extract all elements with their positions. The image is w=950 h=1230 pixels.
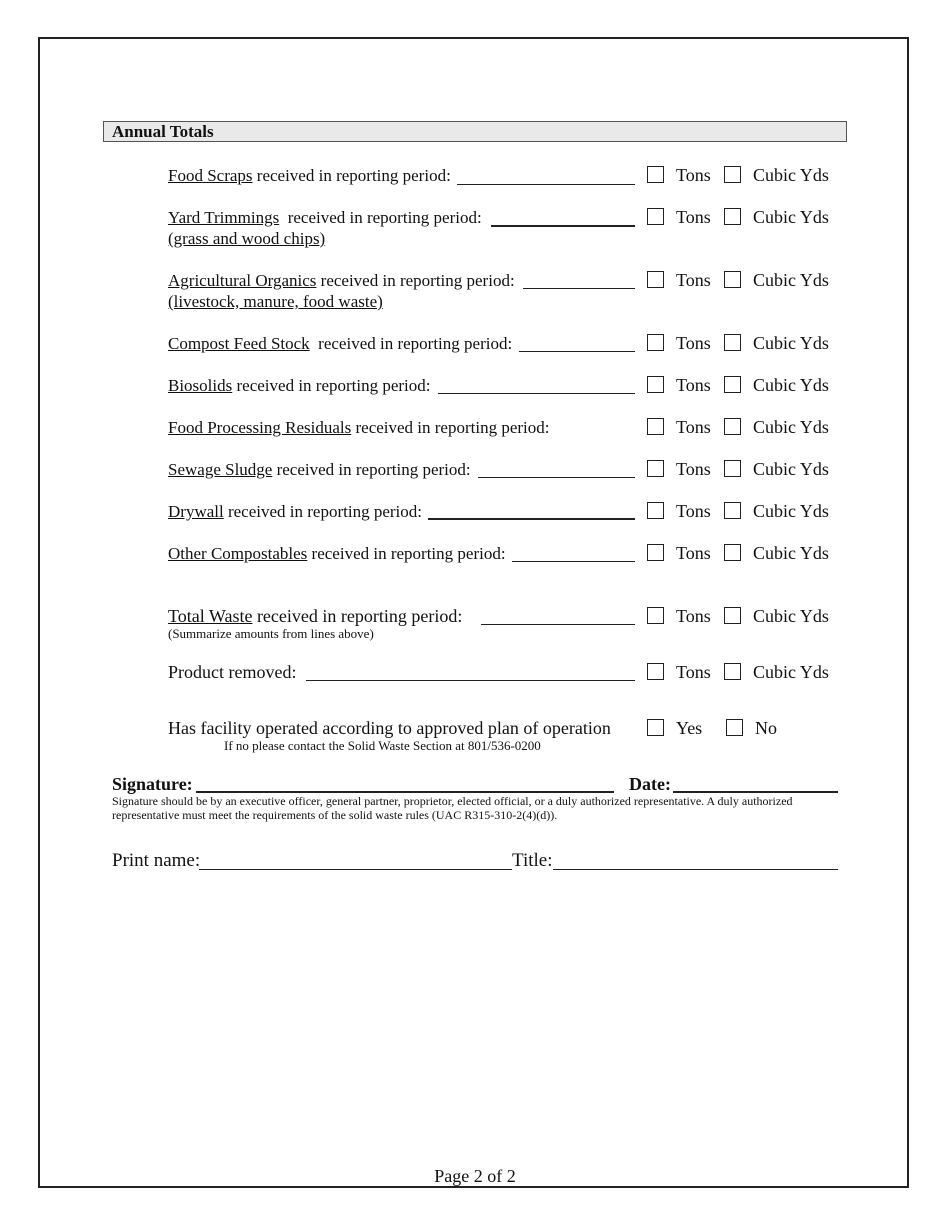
total-waste-note: (Summarize amounts from lines above) [168, 626, 374, 641]
title-label: Title: [512, 850, 553, 871]
row-label: received in reporting period: [309, 334, 513, 353]
tons-label: Tons [676, 165, 711, 185]
row-name: Food Scraps [168, 166, 253, 185]
row-label: received in reporting period: [252, 606, 463, 626]
row-label: received in reporting period: [252, 166, 451, 185]
agricultural-organics-amount-field[interactable] [523, 288, 635, 289]
cubic-yds-label: Cubic Yds [753, 459, 829, 479]
signature-note: Signature should be by an executive officer, general partner, proprietor, elected official, or a duly authorized representative. A duly authorized representative must meet the requirements of the solid waste rules (UAC R315-310-2(4)(d)). [112, 794, 793, 822]
yard-trimmings-tons-checkbox[interactable] [647, 208, 664, 225]
row-label: received in reporting period: [232, 376, 431, 395]
agricultural-organics-cubic-yds-checkbox[interactable] [724, 271, 741, 288]
total-waste-cubic-yds-checkbox[interactable] [724, 607, 741, 624]
tons-label: Tons [676, 333, 711, 353]
operation-note: If no please contact the Solid Waste Section at 801/536-0200 [224, 738, 541, 753]
yard-trimmings-amount-field[interactable] [491, 225, 635, 227]
operation-no-checkbox[interactable] [726, 719, 743, 736]
biosolids-cubic-yds-checkbox[interactable] [724, 376, 741, 393]
agricultural-organics-tons-checkbox[interactable] [647, 271, 664, 288]
row-name: Total Waste [168, 606, 253, 626]
tons-label: Tons [676, 417, 711, 437]
biosolids-amount-field[interactable] [438, 393, 635, 394]
row-name: Other Compostables [168, 544, 308, 563]
row-product-removed [168, 662, 296, 682]
sewage-sludge-amount-field[interactable] [478, 477, 635, 478]
food-scraps-cubic-yds-checkbox[interactable] [724, 166, 741, 183]
date-label: Date: [629, 774, 671, 794]
operation-yes-checkbox[interactable] [647, 719, 664, 736]
row-label: received in reporting period: [223, 502, 422, 521]
tons-label: Tons [676, 501, 711, 521]
row-yard-trimmings [168, 208, 482, 228]
cubic-yds-label: Cubic Yds [753, 501, 829, 521]
page-number: Page 2 of 2 [434, 1166, 516, 1186]
row-name: Biosolids [168, 376, 233, 395]
product-removed-amount-field[interactable] [306, 680, 635, 681]
row-sub: (livestock, manure, food waste) [168, 292, 383, 311]
row-food-processing-residuals [168, 418, 550, 438]
print-name-field[interactable] [199, 869, 512, 870]
compost-feed-stock-tons-checkbox[interactable] [647, 334, 664, 351]
food-processing-residuals-tons-checkbox[interactable] [647, 418, 664, 435]
tons-label: Tons [676, 207, 711, 227]
other-compostables-cubic-yds-checkbox[interactable] [724, 544, 741, 561]
row-yard-trimmings-sub [168, 229, 325, 249]
biosolids-tons-checkbox[interactable] [647, 376, 664, 393]
cubic-yds-label: Cubic Yds [753, 417, 829, 437]
other-compostables-tons-checkbox[interactable] [647, 544, 664, 561]
cubic-yds-label: Cubic Yds [753, 207, 829, 227]
cubic-yds-label: Cubic Yds [753, 375, 829, 395]
signature-label: Signature: [112, 774, 193, 794]
cubic-yds-label: Cubic Yds [753, 606, 829, 626]
cubic-yds-label: Cubic Yds [753, 662, 829, 682]
row-name: Agricultural Organics [168, 271, 317, 290]
tons-label: Tons [676, 543, 711, 563]
row-label: received in reporting period: [272, 460, 471, 479]
row-name: Yard Trimmings [168, 208, 280, 227]
tons-label: Tons [676, 606, 711, 626]
date-field[interactable] [673, 791, 838, 793]
yard-trimmings-cubic-yds-checkbox[interactable] [724, 208, 741, 225]
row-label: received in reporting period: [307, 544, 506, 563]
row-food-scraps [168, 166, 451, 186]
section-header: Annual Totals [103, 121, 847, 142]
row-label: Product removed: [168, 662, 297, 682]
row-agricultural-organics-sub [168, 292, 383, 312]
signature-field[interactable] [196, 791, 614, 793]
yes-label: Yes [676, 718, 703, 738]
print-name-label: Print name: [112, 850, 201, 871]
row-drywall [168, 502, 422, 522]
product-removed-cubic-yds-checkbox[interactable] [724, 663, 741, 680]
row-name: Food Processing Residuals [168, 418, 352, 437]
cubic-yds-label: Cubic Yds [753, 543, 829, 563]
row-label: received in reporting period: [316, 271, 515, 290]
row-other-compostables [168, 544, 506, 564]
sewage-sludge-tons-checkbox[interactable] [647, 460, 664, 477]
row-agricultural-organics [168, 271, 515, 291]
product-removed-tons-checkbox[interactable] [647, 663, 664, 680]
row-sub: (grass and wood chips) [168, 229, 326, 248]
no-label: No [755, 718, 777, 738]
food-scraps-amount-field[interactable] [457, 184, 635, 185]
tons-label: Tons [676, 270, 711, 290]
row-name: Compost Feed Stock [168, 334, 310, 353]
title-field[interactable] [553, 869, 838, 870]
tons-label: Tons [676, 375, 711, 395]
cubic-yds-label: Cubic Yds [753, 270, 829, 290]
tons-label: Tons [676, 662, 711, 682]
drywall-amount-field[interactable] [428, 518, 635, 520]
drywall-tons-checkbox[interactable] [647, 502, 664, 519]
total-waste-tons-checkbox[interactable] [647, 607, 664, 624]
row-total-waste [168, 606, 462, 626]
row-sewage-sludge [168, 460, 471, 480]
drywall-cubic-yds-checkbox[interactable] [724, 502, 741, 519]
other-compostables-amount-field[interactable] [512, 561, 635, 562]
operation-question: Has facility operated according to approved plan of operation [168, 718, 611, 738]
row-biosolids [168, 376, 431, 396]
compost-feed-stock-cubic-yds-checkbox[interactable] [724, 334, 741, 351]
tons-label: Tons [676, 459, 711, 479]
total-waste-amount-field[interactable] [481, 624, 635, 625]
compost-feed-stock-amount-field[interactable] [519, 351, 635, 352]
sewage-sludge-cubic-yds-checkbox[interactable] [724, 460, 741, 477]
row-label: received in reporting period: [279, 208, 482, 227]
row-name: Drywall [168, 502, 224, 521]
row-compost-feed-stock [168, 334, 512, 354]
food-scraps-tons-checkbox[interactable] [647, 166, 664, 183]
cubic-yds-label: Cubic Yds [753, 165, 829, 185]
cubic-yds-label: Cubic Yds [753, 333, 829, 353]
row-name: Sewage Sludge [168, 460, 273, 479]
row-label: received in reporting period: [351, 418, 550, 437]
food-processing-residuals-cubic-yds-checkbox[interactable] [724, 418, 741, 435]
